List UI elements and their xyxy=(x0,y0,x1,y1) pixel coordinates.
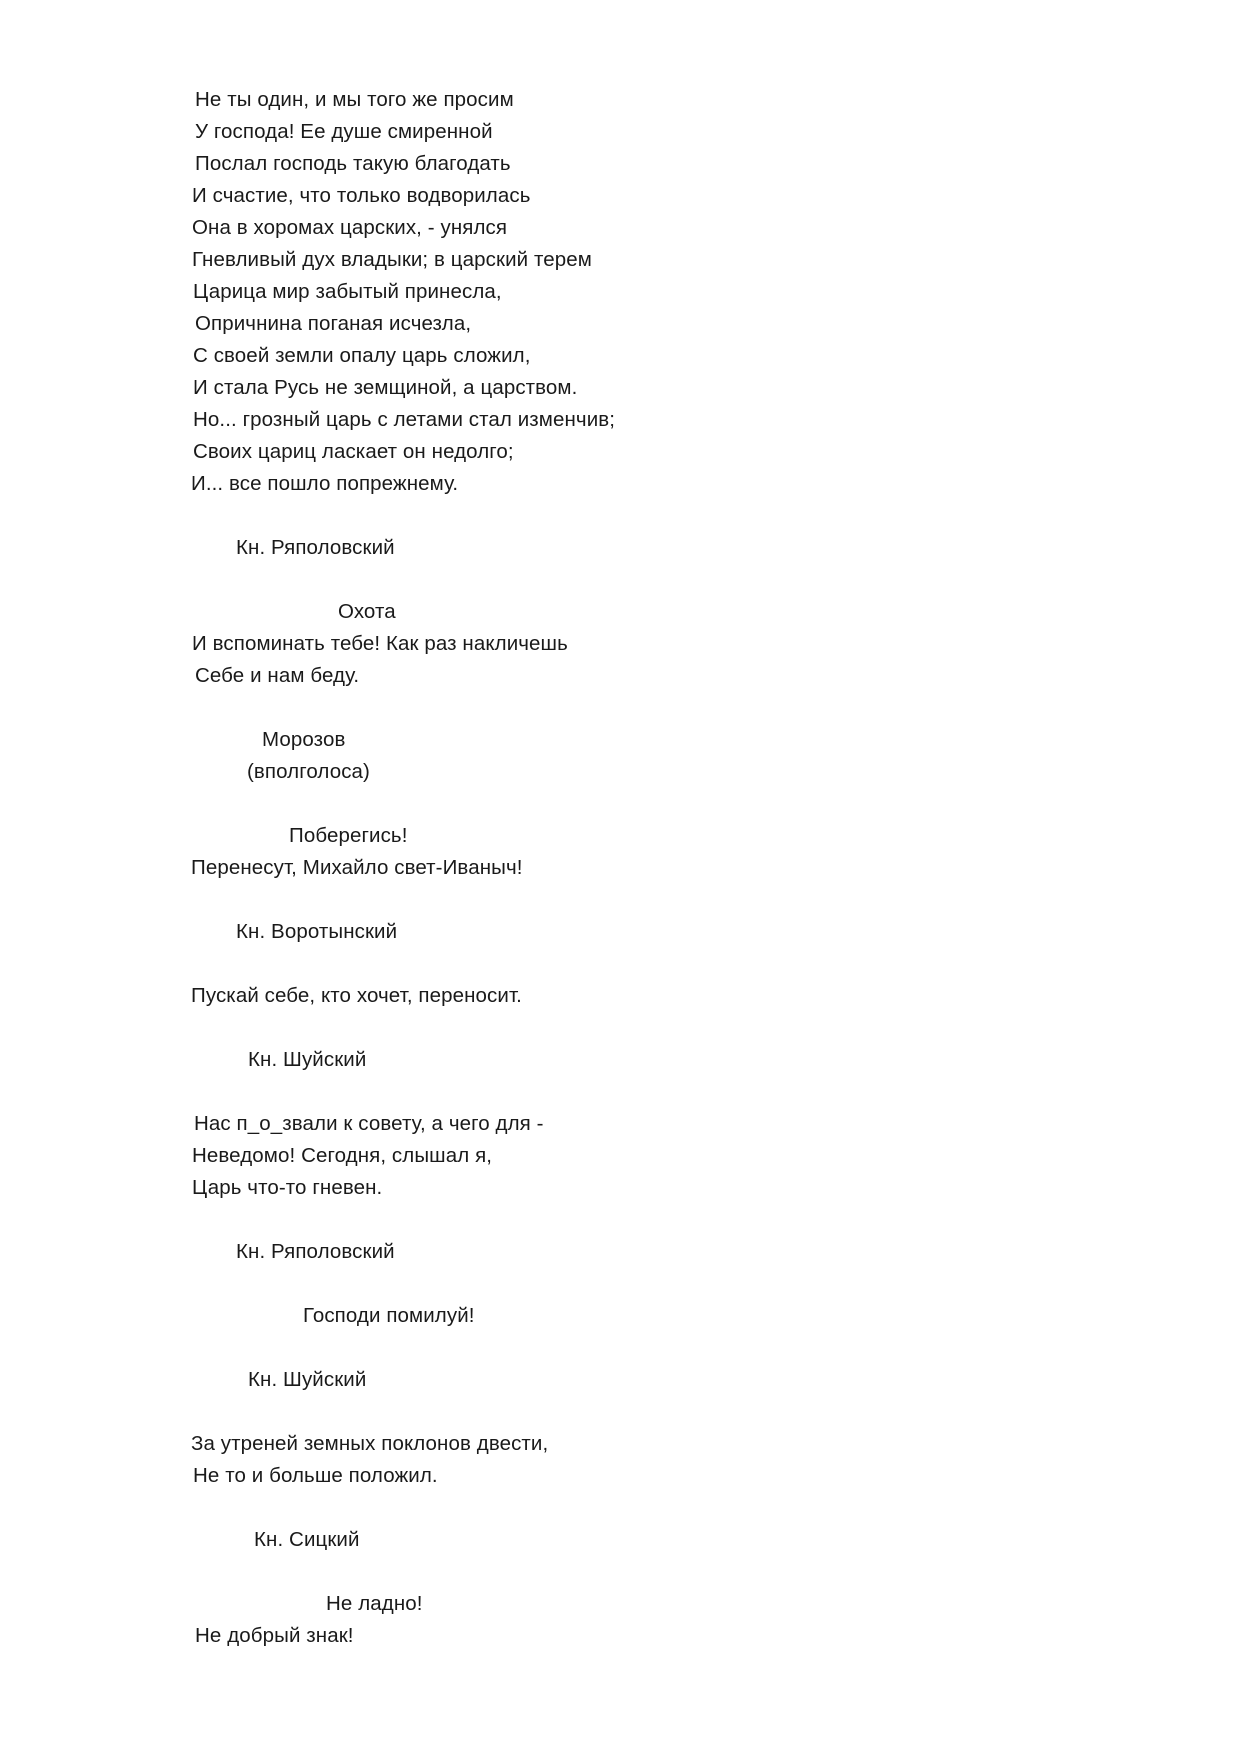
verse-line: Не ладно! xyxy=(326,1592,423,1615)
verse-line: Неведомо! Сегодня, слышал я, xyxy=(192,1144,493,1167)
verse-line: Гневливый дух владыки; в царский терем xyxy=(192,248,592,271)
verse-line: Она в хоромах царских, - унялся xyxy=(192,216,508,239)
verse-line: За утреней земных поклонов двести, xyxy=(191,1432,549,1455)
verse-line: Но... грозный царь с летами стал изменчив; xyxy=(193,408,616,431)
speaker-name: Кн. Шуйский xyxy=(248,1368,367,1391)
verse-line: Не ты один, и мы того же просим xyxy=(195,88,514,111)
verse-line: С своей земли опалу царь сложил, xyxy=(193,344,531,367)
verse-line: Охота xyxy=(338,600,396,623)
verse-line: И стала Русь не земщиной, а царством. xyxy=(193,376,578,399)
verse-line: Опричнина поганая исчезла, xyxy=(195,312,472,335)
verse-line: Послал господь такую благодать xyxy=(195,152,511,175)
verse-line: И счастие, что только водворилась xyxy=(192,184,531,207)
verse-line: Перенесут, Михайло свет-Иваныч! xyxy=(191,856,523,879)
verse-line: Поберегись! xyxy=(289,824,408,847)
verse-line: Пускай себе, кто хочет, переносит. xyxy=(191,984,522,1007)
verse-line: Себе и нам беду. xyxy=(195,664,360,687)
speaker-name: Кн. Ряполовский xyxy=(236,536,395,559)
verse-line: Не добрый знак! xyxy=(195,1624,354,1647)
verse-line: Не то и больше положил. xyxy=(193,1464,438,1487)
verse-line: Царица мир забытый принесла, xyxy=(193,280,502,303)
speaker-name: Кн. Ряполовский xyxy=(236,1240,395,1263)
speaker-name: Кн. Сицкий xyxy=(254,1528,360,1551)
speaker-name: Кн. Шуйский xyxy=(248,1048,367,1071)
verse-line: Своих цариц ласкает он недолго; xyxy=(193,440,514,463)
verse-line: Царь что-то гневен. xyxy=(192,1176,383,1199)
verse-line: Нас п_о_звали к совету, а чего для - xyxy=(194,1112,544,1135)
verse-line: Господи помилуй! xyxy=(303,1304,475,1327)
stage-direction: (вполголоса) xyxy=(247,760,370,783)
speaker-name: Кн. Воротынский xyxy=(236,920,398,943)
verse-line: И вспоминать тебе! Как раз накличешь xyxy=(192,632,568,655)
verse-line: У господа! Ее душе смиренной xyxy=(195,120,493,143)
verse-line: И... все пошло попрежнему. xyxy=(191,472,459,495)
speaker-name: Морозов xyxy=(262,728,346,751)
